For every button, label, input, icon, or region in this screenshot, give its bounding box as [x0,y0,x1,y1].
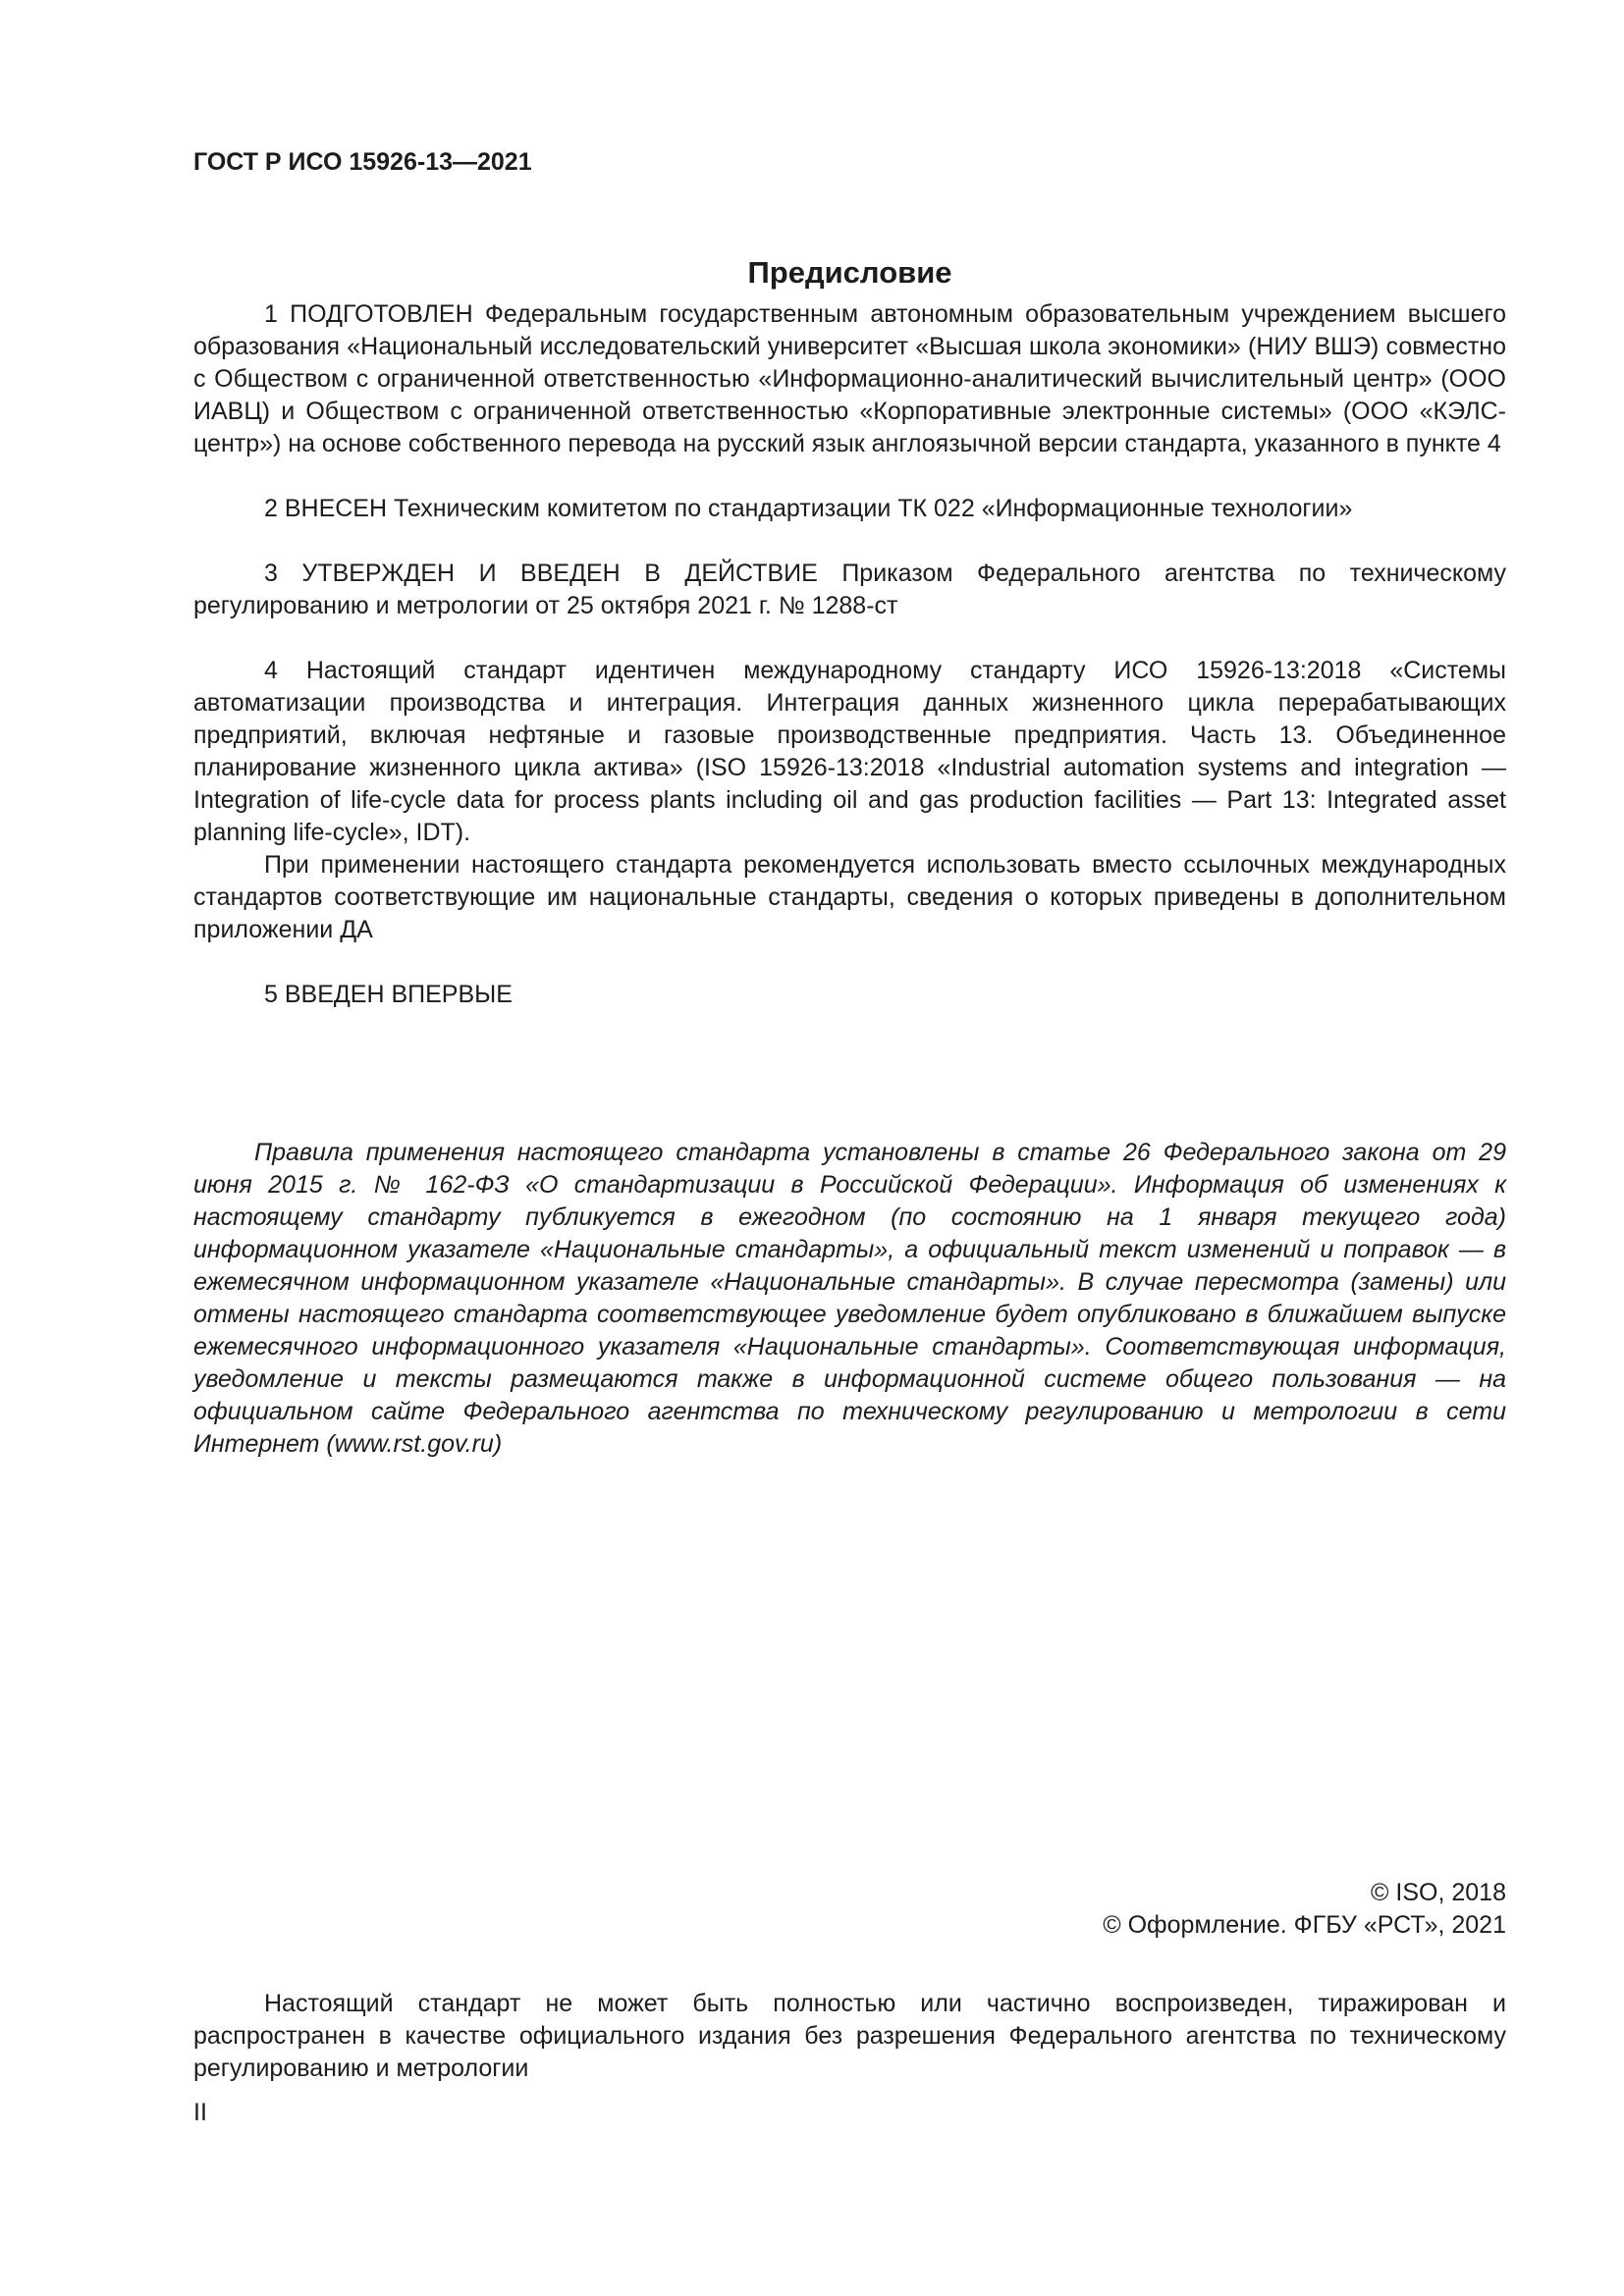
document-code-header: ГОСТ Р ИСО 15926-13—2021 [193,148,532,176]
document-page [193,147,1506,1461]
paragraph-national-standards-use: При применении настоящего стандарта рекомендуется использовать вместо ссылочных международных стандартов соответствующие им национальные стандарты, сведения о которых приведены в дополнительном приложении ДА [193,851,1506,943]
paragraph-approved: 3 УТВЕРЖДЕН И ВВЕДЕН В ДЕЙСТВИЕ Приказом Федерального агентства по техническому регулированию и метрологии от 25 октября 2021 г. № 1288-ст [193,560,1506,619]
paragraph-first-introduced: 5 ВВЕДЕН ВПЕРВЫЕ [264,981,513,1008]
reproduction-notice: Настоящий стандарт не может быть полностью или частично воспроизведен, тиражирован и распространен в качестве официального издания без разрешения Федерального агентства по техническому регулированию и метрологии [193,1990,1506,2082]
copyright-block [193,1877,1506,1942]
paragraph-prepared-by: 1 ПОДГОТОВЛЕН Федеральным государственным автономным образовательным учреждением высшего образования «Национальный исследовательский университет «Высшая школа экономики» (НИУ ВШЭ) совместно с Обществом с ограниченной ответственностью «Информационно-аналитический вычислительный центр» (ООО ИАВЦ) и Обществом с ограниченной ответственностью «Корпоративные электронные системы» (ООО «КЭЛС-центр») на основе собственного перевода на русский язык англоязычной версии стандарта, указанного в пункте 4 [193,300,1506,457]
paragraph-introduced-by: 2 ВНЕСЕН Техническим комитетом по стандартизации ТК 022 «Информационные технологии» [264,495,1353,522]
copyright-design: © Оформление. ФГБУ «РСТ», 2021 [1103,1911,1506,1939]
page-title: Предисловие [747,255,952,290]
application-rules-notice: Правила применения настоящего стандарта установлены в статье 26 Федерального закона от 29 июня 2015 г. № 162-ФЗ «О стандартизации в Российской Федерации». Информация об изменениях к настоящему стандарту публикуется в ежегодном (по состоянию на 1 января текущего года) информационном указателе «Национальные стандарты», а официальный текст изменений и поправок — в ежемесячном информационном указателе «Национальные стандарты». В случае пересмотра (замены) или отмены настоящего стандарта соответствующее уведомление будет опубликовано в ближайшем выпуске ежемесячного информационного указателя «Национальные стандарты». Соответствующая информация, уведомление и тексты размещаются также в информационной системе общего пользования — на официальном сайте Федерального агентства по техническому регулированию и метрологии в сети Интернет (www.rst.gov.ru) [193,1139,1506,1458]
copyright-iso: © ISO, 2018 [1371,1879,1506,1906]
paragraph-identical-standard: 4 Настоящий стандарт идентичен международному стандарту ИСО 15926-13:2018 «Системы автоматизации производства и интеграция. Интеграция данных жизненного цикла перерабатывающих предприятий, включая нефтяные и газовые производственные предприятия. Часть 13. Объединенное планирование жизненного цикла актива» (ISO 15926-13:2018 «Industrial automation systems and integration — Integration of life-cycle data for process plants including oil and gas production facilities — Part 13: Integrated asset planning life-cycle», IDT). [193,657,1506,846]
page-number: II [193,2099,207,2126]
